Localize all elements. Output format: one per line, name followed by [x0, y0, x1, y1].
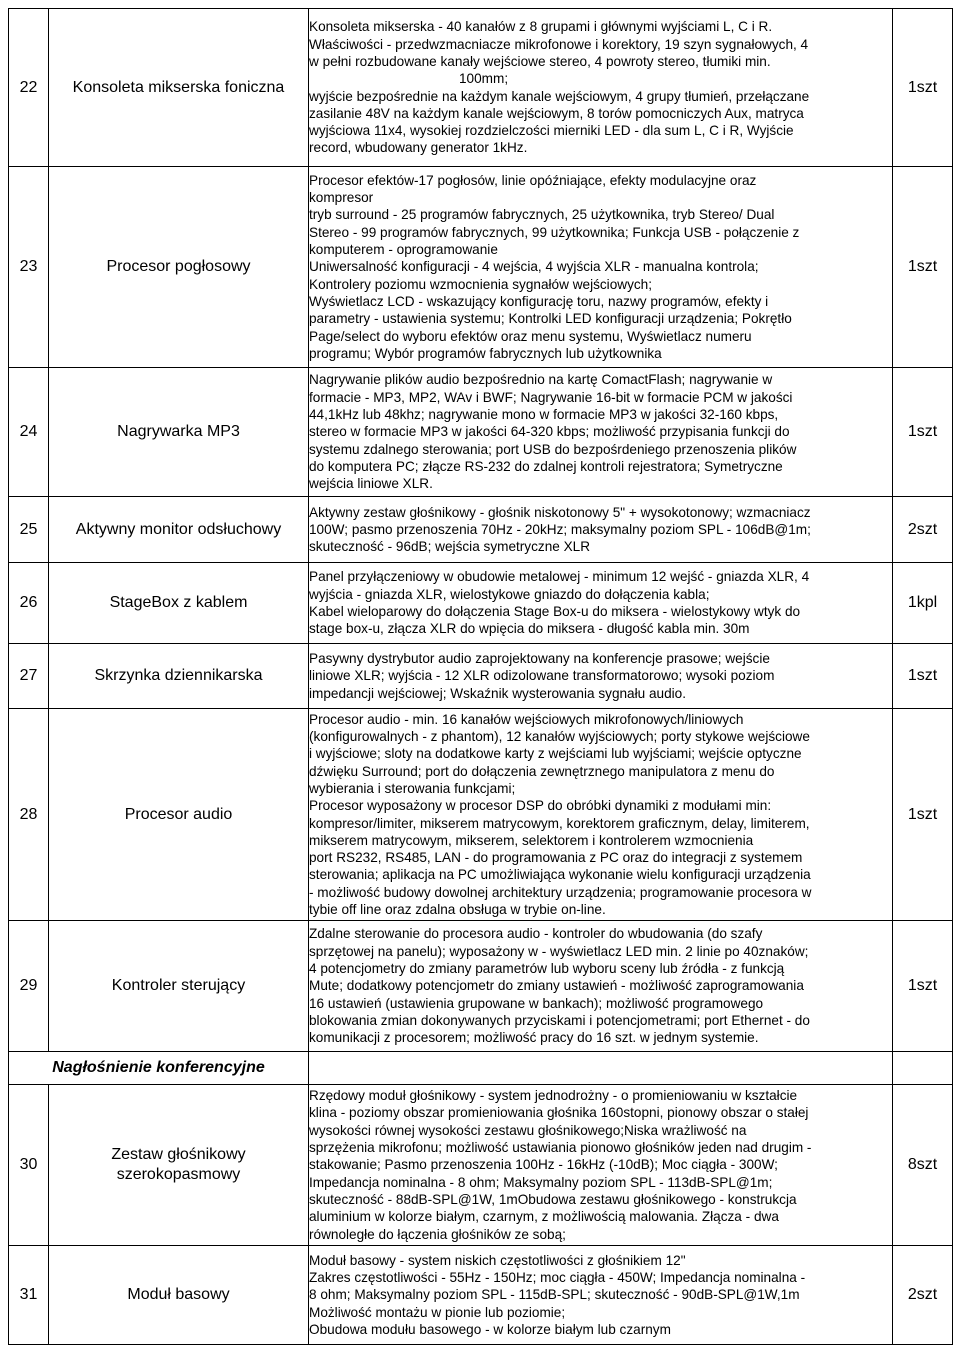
item-description — [309, 1246, 893, 1345]
item-name-line: szerokopasmowy — [116, 1166, 241, 1183]
item-quantity: 2szt — [893, 497, 953, 563]
table-row-25 — [9, 497, 953, 563]
item-quantity: 1szt — [893, 921, 953, 1052]
section-heading: Nagłośnienie konferencyjne — [52, 1059, 265, 1076]
description-line: wyjścia - gniazda XLR, wielostykowe gniazdo do dołączenia kabla; — [309, 586, 710, 602]
item-name — [49, 9, 309, 167]
table-row-24 — [9, 368, 953, 497]
description-line: tryb surround - 25 programów fabrycznych, 25 użytkownika, tryb Stereo/ Dual — [309, 207, 775, 223]
specification-table — [8, 8, 953, 1345]
row-number: 30 — [9, 1085, 49, 1246]
description-line: impedancji wejściowej; Wskaźnik wysterowania sygnału audio. — [309, 685, 687, 701]
specification-table-body — [9, 9, 953, 1345]
item-name-line: Moduł basowy — [127, 1286, 230, 1303]
section-empty-quantity — [893, 1052, 953, 1085]
description-line: 44,1kHz lub 48khz; nagrywanie mono w formacie MP3 w jakości 32-160 kbps, — [309, 407, 779, 423]
item-quantity: 1kpl — [893, 563, 953, 644]
description-line: skuteczność - 96dB; wejścia symetryczne XLR — [309, 539, 591, 555]
description-line: kompresor — [309, 190, 374, 206]
item-name-line: Skrzynka dziennikarska — [94, 667, 263, 684]
description-line: port RS232, RS485, LAN - do programowania z PC oraz do integracji z systemem — [309, 850, 803, 866]
item-name — [49, 1246, 309, 1345]
description-line: 100mm; — [459, 71, 509, 87]
item-description — [309, 1085, 893, 1246]
description-line: programu; Wybór programów fabrycznych lub użytkownika — [309, 345, 662, 361]
item-name — [49, 368, 309, 497]
description-line: 8 ohm; Maksymalny poziom SPL - 115dB-SPL; skuteczność - 90dB-SPL@1W,1m — [309, 1287, 800, 1303]
item-name-line: Aktywny monitor odsłuchowy — [75, 520, 282, 538]
description-line: i wyjściowe; sloty na dodatkowe karty z wejściami lub wyjściami; wejście optyczne — [309, 746, 802, 762]
description-line: 100W; pasmo przenoszenia 70Hz - 20kHz; maksymalny poziom SPL - 106dB@1m; — [309, 521, 811, 537]
description-line: do komputera PC; złącze RS-232 do zdalnej kontroli rejestratora; Symetryczne — [309, 458, 783, 474]
description-line: Aktywny zestaw głośnikowy - głośnik niskotonowy 5" + wysokotonowy; wzmacniacz — [309, 504, 811, 520]
description-line: liniowe XLR; wyjścia - 12 XLR odizolowane transformatorowo; wysoki poziom — [309, 668, 775, 684]
description-line: sprzętowej na panelu); wyposażony w - wyświetlacz LED min. 2 linie po 40znaków; — [309, 943, 809, 959]
table-row-31 — [9, 1246, 953, 1345]
description-line: blokowania zmian dokonywanych przyciskami i potencjometrami; port Ethernet - do — [309, 1012, 810, 1028]
row-number: 22 — [9, 9, 49, 167]
description-line: wybierania i sterowania funkcjami; — [309, 780, 516, 796]
item-name-line: Procesor audio — [124, 805, 233, 823]
item-description — [309, 9, 893, 167]
table-row-22 — [9, 9, 953, 167]
description-line: Procesor wyposażony w procesor DSP do obróbki dynamiki z modułami min: — [309, 798, 772, 814]
description-line: komunikacji z procesorem; możliwość pracy do 16 szt. w jednym systemie. — [309, 1030, 759, 1046]
description-line: Pasywny dystrybutor audio zaprojektowany na konferencje prasowe; wejście — [309, 651, 770, 667]
description-line: sterowania; aplikacja na PC umożliwiająca wykonanie wielu konfiguracji urządzenia — [309, 867, 811, 883]
item-quantity: 1szt — [893, 709, 953, 921]
description-line: Zdalne sterowanie do procesora audio - kontroler do wbudowania (do szafy — [309, 926, 763, 942]
row-number: 24 — [9, 368, 49, 497]
description-line: Kontrolery poziomu wzmocnienia sygnałów wejściowych; — [309, 276, 653, 292]
table-row-28 — [9, 709, 953, 921]
item-description — [309, 921, 893, 1052]
description-line: wysokości równej wysokości zestawu głośnikowego;Niska wrażliwość na — [309, 1122, 747, 1138]
description-line: Możliwość montażu w pionie lub poziomie; — [309, 1304, 566, 1320]
description-line: Kabel wieloparowy do dołączenia Stage Box-u do miksera - wielostykowy wtyk do — [309, 604, 801, 619]
description-line: Rzędowy moduł głośnikowy - system jednodrożny - o promieniowaniu w kształcie — [309, 1088, 798, 1104]
row-number: 26 — [9, 563, 49, 644]
item-description — [309, 497, 893, 563]
table-row-23 — [9, 167, 953, 368]
description-line: record, wbudowany generator 1kHz. — [309, 140, 528, 156]
item-quantity: 1szt — [893, 644, 953, 709]
row-number: 25 — [9, 497, 49, 563]
item-name-line: Kontroler sterujący — [111, 977, 246, 994]
item-name-line: StageBox z kablem — [109, 594, 248, 611]
table-row-30 — [9, 1085, 953, 1246]
item-name — [49, 709, 309, 921]
description-line: Właściwości - przedwzmacniacze mikrofonowe i korektory, 19 szyn sygnałowych, 4 — [309, 36, 809, 52]
item-name — [49, 167, 309, 368]
description-line: Page/select do wyboru efektów oraz menu systemu, Wyświetlacz numeru — [309, 328, 752, 344]
description-line: wyjściowa 11x4, wysokiej rozdzielczości mierniki LED - dla sum L, C i R, Wyjście — [309, 123, 794, 139]
row-number: 29 — [9, 921, 49, 1052]
description-line: Procesor efektów-17 pogłosów, linie opóźniające, efekty modulacyjne oraz — [309, 172, 757, 188]
description-line: Zakres częstotliwości - 55Hz - 150Hz; moc ciągła - 450W; Impedancja nominalna - — [309, 1270, 806, 1286]
row-number: 31 — [9, 1246, 49, 1345]
description-line: Moduł basowy - system niskich częstotliwości z głośnikiem 12" — [309, 1252, 686, 1268]
item-name — [49, 644, 309, 709]
description-line: zasilanie 48V na każdym kanale wejściowym, 8 torów pomocniczych Aux, matryca — [309, 105, 804, 121]
description-line: kompresor/limiter, mikserem matrycowym, korektorem graficznym, delay, limiterem, — [309, 815, 810, 831]
table-row-27 — [9, 644, 953, 709]
row-number: 23 — [9, 167, 49, 368]
description-line: dźwięku Surround; port do dołączenia zewnętrznego manipulatora z menu do — [309, 763, 775, 779]
description-line: skuteczność - 88dB-SPL@1W, 1mObudowa zestawu głośnikowego - konstrukcja — [309, 1191, 797, 1207]
description-line: stereo w formacie MP3 w jakości 64-320 kbps; możliwość przypisania funkcji do — [309, 424, 790, 440]
description-line: Impedancja nominalna - 8 ohm; Maksymalny poziom SPL - 113dB-SPL@1m; — [309, 1174, 773, 1190]
description-line: systemu zdalnego sterowania; port USB do bezpośrdeniego przenoszenia plików — [309, 441, 797, 457]
item-name-line: Nagrywarka MP3 — [117, 423, 240, 440]
description-line: Nagrywanie plików audio bezpośrednio na kartę ComactFlash; nagrywanie w — [309, 372, 773, 388]
description-line: Konsoleta mikserska - 40 kanałów z 8 grupami i głównymi wyjściami L, C i R. — [309, 19, 773, 35]
item-name — [49, 1085, 309, 1246]
description-line: 4 potencjometry do zmiany parametrów lub wyboru sceny lub źródła - z funkcją — [309, 961, 785, 977]
description-line: 16 ustawień (ustawienia grupowane w bankach); możliwość programowego — [309, 995, 764, 1011]
item-quantity: 2szt — [893, 1246, 953, 1345]
description-line: wyjście bezpośrednie na każdym kanale wejściowym, 4 grupy tłumień, przełączane — [309, 88, 810, 104]
description-line: Obudowa modułu basowego - w kolorze białym lub czarnym — [309, 1321, 671, 1337]
item-description — [309, 167, 893, 368]
item-name-line: Konsoleta mikserska foniczna — [72, 78, 285, 96]
item-quantity: 8szt — [893, 1085, 953, 1246]
description-line: formacie - MP3, MP2, WAv i BWF; Nagrywanie 16-bit w formacie PCM w jakości — [309, 389, 793, 405]
description-line: Stereo - 99 programów fabrycznych, 99 użytkownika; Funkcja USB - połączenie z — [309, 224, 800, 240]
description-line: - możliwość budowy dowolnej architektury urządzenia; programowanie procesora w — [309, 884, 812, 900]
description-line: Wyświetlacz LCD - wskazujący konfigurację toru, nazwy programów, efekty i — [309, 293, 769, 309]
description-line: Panel przyłączeniowy w obudowie metalowej - minimum 12 wejść - gniazda XLR, 4 — [309, 569, 810, 585]
description-line: równoległe do łączenia głośników ze sobą; — [309, 1226, 566, 1242]
description-line: Procesor audio - min. 16 kanałów wejściowych mikrofonowych/liniowych — [309, 711, 744, 727]
table-row-26 — [9, 563, 953, 644]
section-heading-cell — [9, 1052, 309, 1085]
item-name — [49, 497, 309, 563]
item-description — [309, 644, 893, 709]
description-line: sprzężenia mikrofonu; możliwość ustawiania pionowo głośników jeden nad drugim - — [309, 1140, 812, 1156]
section-heading-row — [9, 1052, 953, 1085]
row-number: 27 — [9, 644, 49, 709]
section-empty-description — [309, 1052, 893, 1085]
item-name — [49, 921, 309, 1052]
table-row-29 — [9, 921, 953, 1052]
description-line: Uniwersalność konfiguracji - 4 wejścia, 4 wyjścia XLR - manualna kontrola; — [309, 259, 759, 275]
row-number: 28 — [9, 709, 49, 921]
description-line: aluminium w kolorze białym, czarnym, z możliwością malowania. Złącza - dwa — [309, 1209, 779, 1225]
item-quantity: 1szt — [893, 368, 953, 497]
description-line: w pełni rozbudowane kanały wejściowe stereo, 4 powroty stereo, tłumiki min. — [309, 53, 771, 69]
description-line: mikserem matrycowym, mikserem, selektorem i kontrolerem wzmocnienia — [309, 832, 754, 848]
item-quantity: 1szt — [893, 9, 953, 167]
item-quantity: 1szt — [893, 167, 953, 368]
item-description — [309, 563, 893, 644]
item-name-line: Zestaw głośnikowy — [111, 1146, 246, 1163]
description-line: stakowanie; Pasmo przenoszenia 100Hz - 16kHz (-10dB); Moc ciągła - 300W; — [309, 1157, 778, 1173]
item-name-line: Procesor pogłosowy — [106, 258, 251, 275]
description-line: tybie off line oraz zdalna obsługa w trybie on-line. — [309, 901, 606, 917]
item-description — [309, 368, 893, 497]
description-line: wejścia liniowe XLR. — [309, 476, 433, 492]
description-line: Mute; dodatkowy potencjometr do zmiany ustawień - możliwość zaprogramowania — [309, 978, 804, 994]
item-description — [309, 709, 893, 921]
description-line: (konfigurowalnych - z phantom), 12 kanałów wyjściowych; porty stykowe wejściowe — [309, 729, 810, 745]
item-name — [49, 563, 309, 644]
description-line: parametry - ustawienia systemu; Kontrolki LED konfiguracji urządzenia; Pokrętło — [309, 311, 792, 327]
description-line: komputerem - oprogramowanie — [309, 242, 498, 258]
description-line: stage box-u, złącza XLR do wpięcia do miksera - długość kabla min. 30m — [309, 621, 750, 637]
description-line: klina - poziomy obszar promieniowania głośnika 160stopni, pionowy obszar o stałej — [309, 1105, 809, 1121]
